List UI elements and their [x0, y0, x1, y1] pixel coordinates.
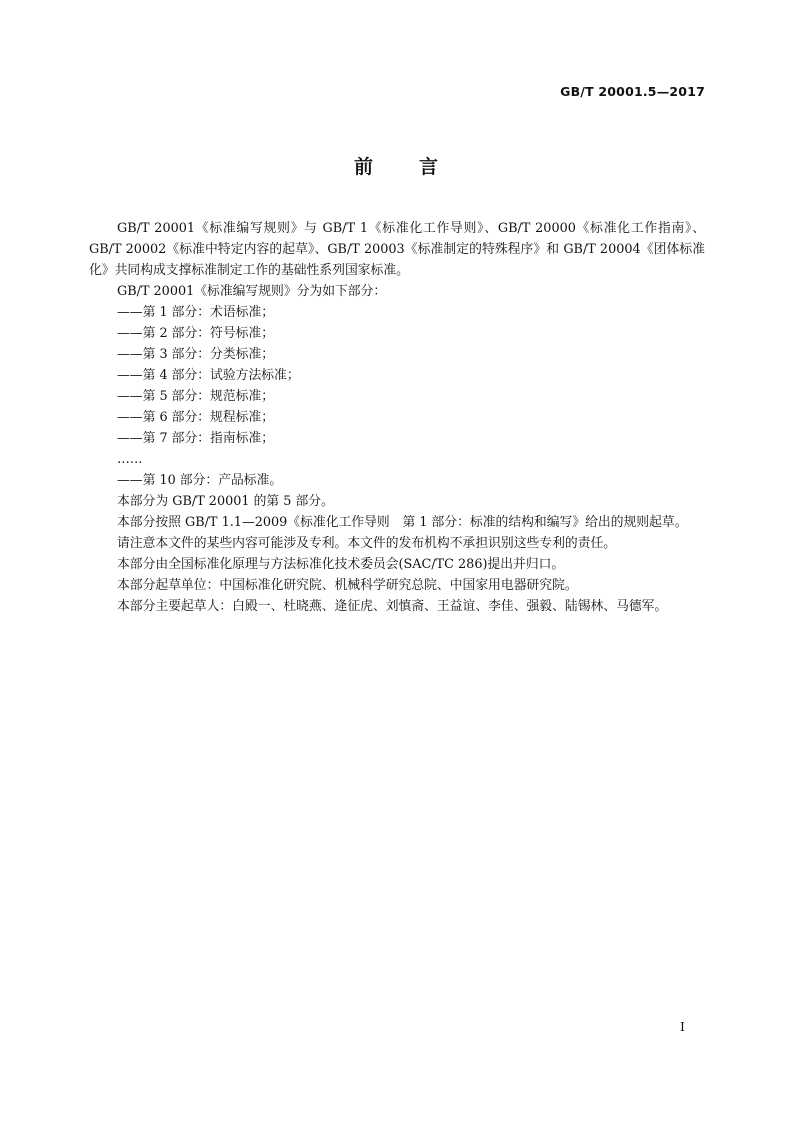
- list-item: ——第 7 部分：指南标准；: [117, 431, 275, 446]
- list-item: ——第 1 部分：术语标准；: [117, 305, 275, 320]
- paragraph-patent-notice: 请注意本文件的某些内容可能涉及专利。本文件的发布机构不承担识别这些专利的责任。: [117, 536, 617, 551]
- paragraph-drafting-rules: 本部分按照 GB/T 1.1—2009《标准化工作导则 第 1 部分：标准的结构和编写》给出的规则起草。: [117, 515, 688, 530]
- list-item: ……: [117, 452, 143, 467]
- list-item: ——第 6 部分：规程标准；: [117, 410, 275, 425]
- list-item: ——第 4 部分：试验方法标准；: [117, 368, 300, 383]
- paragraph-intro: GB/T 20001《标准编写规则》与 GB/T 1《标准化工作导则》、GB/T 20000《标准化工作指南》、GB/T 20002《标准中特定内容的起草》、GB/T 20003《标准制定的特殊程序》和 GB/T 20004《团体标准化》共同构成支撑标准制定工作的基础性系列国家标准。: [89, 221, 705, 278]
- list-item: ——第 5 部分：规范标准；: [117, 389, 275, 404]
- list-item: ——第 2 部分：符号标准；: [117, 326, 275, 341]
- title-char-2: 言: [419, 156, 441, 178]
- paragraph-drafters: 本部分主要起草人：白殿一、杜晓燕、逄征虎、刘慎斋、王益谊、李佳、强毅、陆锡林、马德军。: [117, 599, 668, 614]
- page-number: I: [680, 1019, 685, 1034]
- paragraph-proposed-by: 本部分由全国标准化原理与方法标准化技术委员会(SAC/TC 286)提出并归口。: [117, 557, 565, 572]
- standard-code: GB/T 20001.5—2017: [560, 84, 705, 99]
- paragraph-drafting-units: 本部分起草单位：中国标准化研究院、机械科学研究总院、中国家用电器研究院。: [117, 578, 578, 593]
- list-item: ——第 3 部分：分类标准；: [117, 347, 275, 362]
- foreword-body: [89, 218, 705, 617]
- paragraph-this-part: 本部分为 GB/T 20001 的第 5 部分。: [117, 494, 334, 509]
- parts-list: [89, 302, 705, 491]
- list-item: ——第 10 部分：产品标准。: [117, 473, 283, 488]
- paragraph-parts-lead: GB/T 20001《标准编写规则》分为如下部分：: [117, 284, 387, 299]
- title-char-1: 前: [353, 156, 375, 178]
- page-title: [0, 152, 794, 179]
